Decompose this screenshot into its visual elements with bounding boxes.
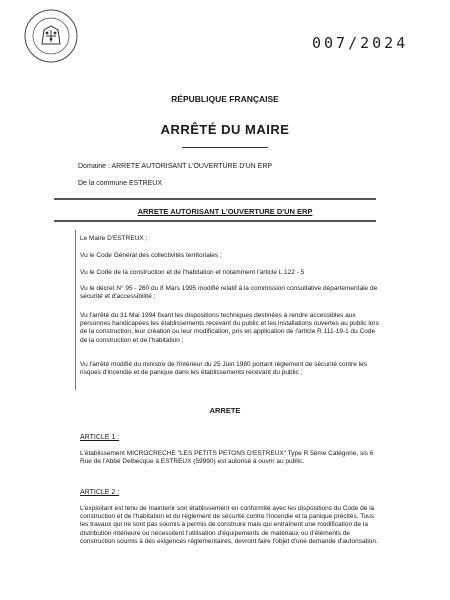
mairie-seal bbox=[22, 6, 80, 66]
preamble-maire: Le Maire D'ESTREUX ; bbox=[80, 235, 148, 242]
preamble-cgct: Vu le Code Général des collectivités territoriales ; bbox=[80, 252, 222, 259]
article-2-label: ARTICLE 2 : bbox=[80, 489, 120, 496]
title-underline bbox=[182, 147, 268, 148]
title-bar-top bbox=[54, 198, 376, 200]
arrete-title: ARRETE AUTORISANT L'OUVERTURE D'UN ERP bbox=[137, 207, 313, 216]
preamble-arrete-1994: Vu l'arrêté du 31 Mai 1994 fixant les dispositions techniques destinées à rendre accessibles aux personnes handicapées les établissements recevant du public et les installations ouvertes au public lors de la construction, leur création ou leur modification, pris en application de l'article R 111-19-1 du Code de la construction et de l'habitation ; bbox=[80, 312, 379, 344]
preamble-decret: Vu le décret N° 95 - 260 du 8 Mars 1995 modifié relatif à la commission consultative départementale de sécurité et d'accessibilité ; bbox=[80, 285, 378, 301]
margin-line bbox=[75, 230, 76, 390]
document-number: 007/2024 bbox=[312, 34, 409, 52]
republic-heading: RÉPUBLIQUE FRANÇAISE bbox=[171, 94, 279, 104]
page-title: ARRÊTÉ DU MAIRE bbox=[160, 122, 290, 137]
article-1-text: L'établissement MICROCRECHE "LES PETITS PETONS D'ESTREUX" Type R 5ème Catégorie, sis 6 Rue de l'Abbé Delbecque à ESTREUX (59990) est autorisé à ouvrir au public. bbox=[80, 450, 374, 466]
arrete-heading: ARRETE bbox=[209, 406, 241, 415]
preamble-cch: Vu le Code de la construction et de l'habitation et notamment l'article L 122 - 5 bbox=[80, 269, 305, 276]
article-2-text: L'exploitant est tenu de maintenir son établissement en conformité avec les dispositions du Code de la construction et de l'habitation et du règlement de sécurité contre l'incendie et la panique précités. Tous les travaux qui ne sont pas soumis à permis de construire mais qui entraînent une modification de la distribution intérieure ou nécessitent l'utilisation d'équipements de matériaux ou d'éléments de construction soumis à des exigences réglementaires, devront faire l'objet d'une demande d'autorisation. bbox=[80, 505, 378, 545]
domain-line: Domaine : ARRETE AUTORISANT L'OUVERTURE D'UN ERP bbox=[78, 163, 273, 170]
commune-line: De la commune ESTREUX bbox=[78, 180, 163, 187]
article-1-label: ARTICLE 1 : bbox=[80, 434, 120, 441]
preamble-arrete-1980: Vu l'arrêté modifié du ministre de l'intérieur du 25 Juin 1980 portant règlement de sécurité contre les risques d'incendie et de panique dans les établissements recevant du public ; bbox=[80, 361, 367, 377]
title-bar-bottom bbox=[54, 220, 376, 222]
